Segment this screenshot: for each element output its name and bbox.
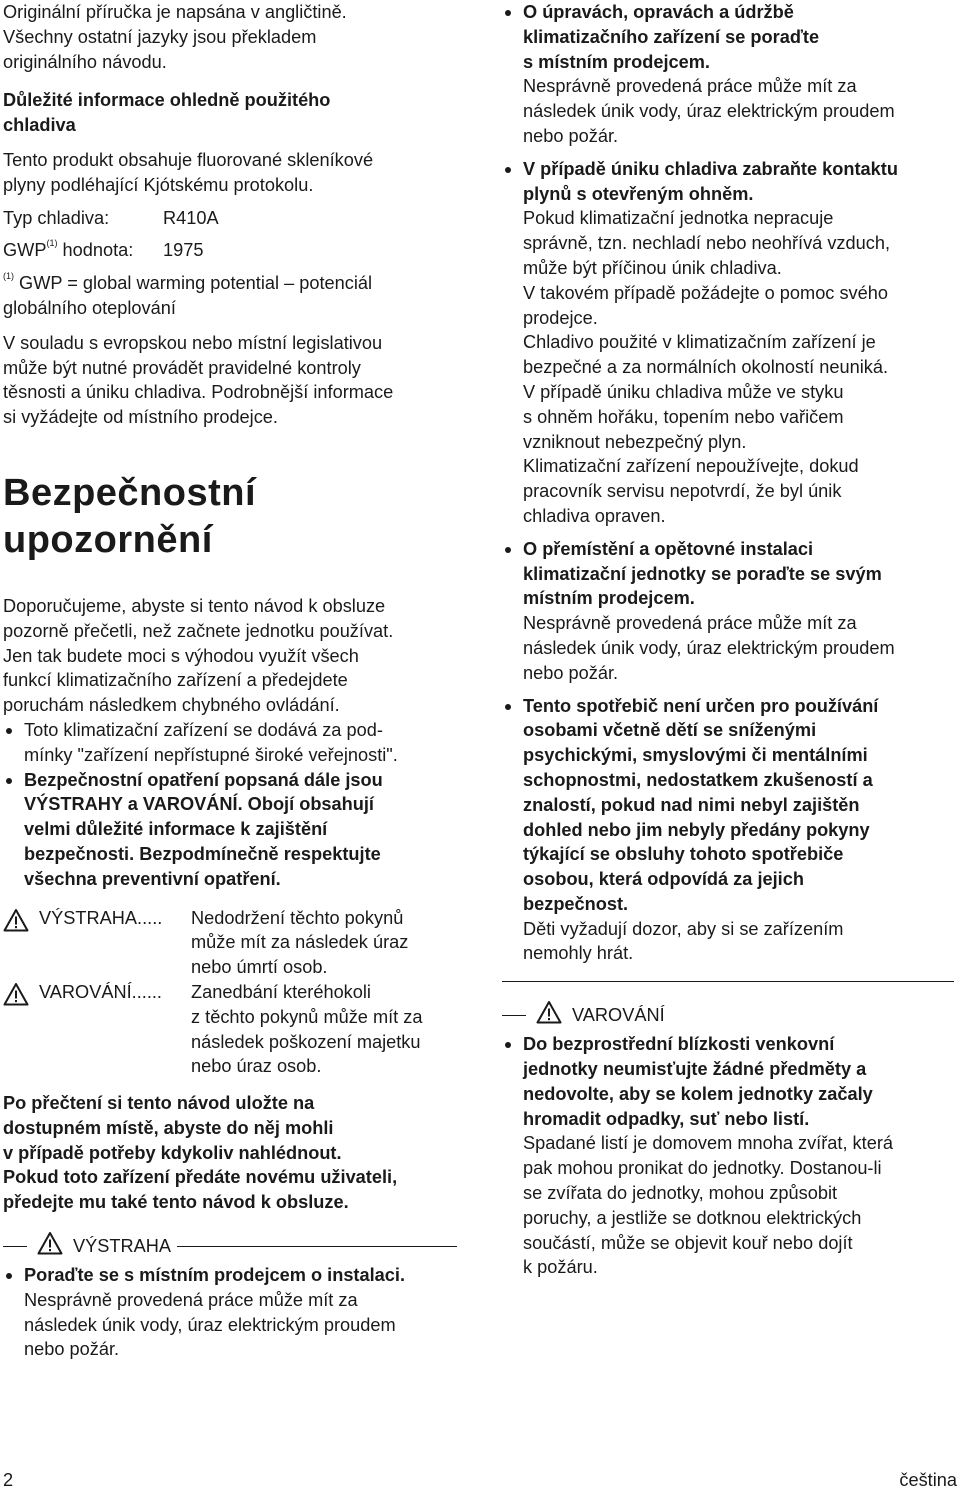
caution-header-triangle-icon <box>536 1000 562 1031</box>
text-line: funkcí klimatizačního zařízení a předejdete <box>3 670 348 691</box>
footnote-text <box>3 273 372 318</box>
text-line: Chladivo použité v klimatizačním zařízení je <box>523 332 876 353</box>
bullet-item <box>502 157 957 529</box>
text-line: Doporučujeme, abyste si tento návod k obsluze <box>3 595 386 616</box>
text-line: bezpečné a za normálních okolností neuniká. <box>523 357 888 378</box>
text-line: poruchám následkem chybného ovládání. <box>3 695 340 716</box>
fluorinated-gas-text <box>3 148 465 198</box>
warning-label <box>3 906 191 980</box>
text-line: poruchy, a jestliže se dotknou elektrických <box>523 1207 862 1228</box>
section-divider <box>502 981 954 982</box>
text-line: osobami včetně dětí se sníženými <box>523 720 817 741</box>
text-line: velmi důležité informace k zajištění <box>24 819 328 840</box>
bullet-body-text <box>523 1131 957 1280</box>
caution-triangle-icon <box>3 982 29 1013</box>
warning-label-dots: ..... <box>137 907 163 928</box>
text-line: Nesprávně provedená práce může mít za <box>523 76 857 97</box>
text-line: chladiva opraven. <box>523 505 666 526</box>
header-rule-left <box>3 1246 27 1247</box>
text-line: se zvířata do jednotky, mohou způsobit <box>523 1183 838 1204</box>
text-line: vzniknout nebezpečný plyn. <box>523 431 747 452</box>
text-line: O úpravách, opravách a údržbě <box>523 2 794 22</box>
text-line: hromadit odpadky, suť nebo listí. <box>523 1108 810 1129</box>
text-line: s ohněm hořáku, topením nebo vařičem <box>523 406 844 427</box>
text-line: z těchto pokynů může mít za <box>191 1006 423 1027</box>
text-line: Důležité informace ohledně použitého <box>3 90 331 111</box>
warning-definition <box>3 906 465 980</box>
text-line: psychickými, smyslovými či mentálními <box>523 745 868 766</box>
bullet-bold-text <box>523 1032 957 1131</box>
text-line: předejte mu také tento návod k obsluze. <box>3 1192 349 1213</box>
text-line: si vyžádejte od místního prodejce. <box>3 407 278 428</box>
warning-section-header <box>3 1233 465 1259</box>
warning-bullets-right <box>502 0 957 966</box>
page-number: 2 <box>3 1470 14 1490</box>
bullet-bold-text <box>523 157 957 207</box>
text-line: nebo úmrtí osob. <box>191 957 328 978</box>
text-line: V případě úniku chladiva zabraňte kontaktu <box>523 158 898 179</box>
caution-definition <box>3 980 465 1079</box>
warning-header-triangle-icon <box>37 1231 63 1262</box>
bullet-body-text <box>523 206 957 528</box>
text-line: mínky "zařízení nepřístupné široké veřejnosti". <box>24 744 398 765</box>
text-line: Bezpečnostní opatření popsaná dále jsou <box>24 769 383 790</box>
bullet-bold-text <box>523 537 957 611</box>
warning-triangle-icon <box>3 908 29 939</box>
text-line: Děti vyžadují dozor, aby si se zařízením <box>523 918 844 939</box>
text-line: těsnosti a úniku chladiva. Podrobnější informace <box>3 382 394 403</box>
caution-label-dots: ...... <box>131 981 162 1002</box>
text-line: následek poškození majetku <box>191 1031 421 1052</box>
text-line: Jen tak budete moci s výhodou využít všech <box>3 645 359 666</box>
text-line: GWP = global warming potential – potenciál <box>14 273 373 294</box>
caution-rule-left <box>502 1015 526 1016</box>
legislation-text <box>3 331 465 430</box>
text-line: může být nutné provádět pravidelné kontroly <box>3 357 361 378</box>
intro-text <box>3 0 465 74</box>
bullet-bold-text <box>523 0 957 74</box>
text-line: správně, tzn. nechladí nebo neohřívá vzduch, <box>523 233 891 254</box>
text-line: V takovém případě požádejte o pomoc svého <box>523 282 888 303</box>
text-line: v případě potřeby kdykoliv nahlédnout. <box>3 1142 342 1163</box>
safety-title <box>3 470 465 564</box>
text-line: Klimatizační zařízení nepoužívejte, dokud <box>523 456 859 477</box>
text-line: znalostí, pokud nad nimi nebyl zajištěn <box>523 794 860 815</box>
bullet-item <box>502 537 957 686</box>
text-line: Zanedbání kteréhokoli <box>191 981 371 1002</box>
bullet-item <box>3 1263 465 1362</box>
bullet-body-text <box>523 917 957 967</box>
refrigerant-type-label: Typ chladiva: <box>3 207 110 228</box>
text-line: následek únik vody, úraz elektrickým proudem <box>24 1314 396 1335</box>
gwp-value: 1975 <box>163 240 204 261</box>
gwp-label <box>3 238 163 263</box>
footnote-marker: (1) <box>3 271 14 282</box>
text-line: Všechny ostatní jazyky jsou překladem <box>3 26 317 47</box>
bullet-bold-text <box>24 1263 465 1288</box>
text-line: schopnostmi, nedostatkem zkušeností a <box>523 769 873 790</box>
text-line: prodejce. <box>523 307 598 328</box>
warning-header-text: VÝSTRAHA <box>73 1235 172 1256</box>
bullet-bold-text <box>523 694 957 917</box>
text-line: Originální příručka je napsána v angličtině. <box>3 2 347 22</box>
text-line: bezpečnost. <box>523 893 629 914</box>
warning-definition-text <box>191 906 465 980</box>
refrigerant-type-value: R410A <box>163 207 219 228</box>
text-line: následek únik vody, úraz elektrickým proudem <box>523 637 895 658</box>
gwp-footnote <box>3 271 465 321</box>
text-line: Nesprávně provedená práce může mít za <box>24 1289 358 1310</box>
gwp-footnote-ref: (1) <box>46 238 58 249</box>
text-line: k požáru. <box>523 1257 598 1278</box>
text-line: Nesprávně provedená práce může mít za <box>523 613 857 634</box>
bullet-item <box>502 1032 957 1280</box>
text-line: originálního návodu. <box>3 51 167 72</box>
caution-label-text: VAROVÁNÍ <box>39 981 132 1002</box>
text-line: pozorně přečetli, než začnete jednotku používat. <box>3 620 394 641</box>
right-column <box>502 0 957 1280</box>
bullet-item <box>502 694 957 967</box>
left-column <box>3 0 465 1362</box>
gwp-label-text: GWP <box>3 240 47 261</box>
text-line: bezpečnosti. Bezpodmínečně respektujte <box>24 843 381 864</box>
header-rule-right <box>177 1246 457 1247</box>
text-line: Po přečtení si tento návod uložte na <box>3 1093 315 1114</box>
bullet-item <box>502 0 957 149</box>
text-line: všechna preventivní opatření. <box>24 868 281 889</box>
text-line: plyny podléhající Kjótskému protokolu. <box>3 174 314 195</box>
text-line: součástí, může se objevit kouř nebo dojít <box>523 1232 853 1253</box>
text-line: může být příčinou únik chladiva. <box>523 257 782 278</box>
warning-label-text: VÝSTRAHA <box>39 907 138 928</box>
text-line: dohled nebo jim nebyly předány pokyny <box>523 819 870 840</box>
text-line: nedovolte, aby se kolem jednotky začaly <box>523 1083 873 1104</box>
text-line: místním prodejcem. <box>523 588 695 609</box>
text-line: Toto klimatizační zařízení se dodává za pod- <box>24 719 383 740</box>
caution-header-text: VAROVÁNÍ <box>572 1004 665 1025</box>
text-line: chladiva <box>3 115 76 136</box>
gwp-label-suffix: hodnota: <box>57 240 134 261</box>
text-line: Nedodržení těchto pokynů <box>191 907 404 928</box>
text-line: klimatizačního zařízení se poraďte <box>523 26 820 47</box>
text-line: pracovník servisu nepotvrdí, že byl únik <box>523 481 842 502</box>
text-line: Spadané listí je domovem mnoha zvířat, která <box>523 1133 893 1154</box>
text-line: V případě úniku chladiva může ve styku <box>523 381 844 402</box>
keep-manual-text <box>3 1091 465 1215</box>
text-line: s místním prodejcem. <box>523 51 710 72</box>
bullet-body-text <box>523 74 957 148</box>
text-line: Poraďte se s místním prodejcem o instalaci. <box>24 1265 405 1286</box>
text-line: jednotky neumisťujte žádné předměty a <box>523 1059 867 1080</box>
text-line: klimatizační jednotky se poraďte se svým <box>523 563 882 584</box>
caution-definition-text <box>191 980 465 1079</box>
text-line: Pokud toto zařízení předáte novému uživateli, <box>3 1167 398 1188</box>
warning-bullets-left <box>3 1263 465 1362</box>
text-line: V souladu s evropskou nebo místní legislativou <box>3 332 383 353</box>
text-line: nebo požár. <box>523 662 619 683</box>
text-line: upozornění <box>3 518 213 561</box>
bullet-body-text <box>523 611 957 685</box>
text-line: VÝSTRAHY a VAROVÁNÍ. Obojí obsahují <box>24 794 374 815</box>
text-line: pak mohou pronikat do jednotky. Dostanou-li <box>523 1158 882 1179</box>
text-line: Tento spotřebič není určen pro používání <box>523 695 879 716</box>
text-line: může mít za následek úraz <box>191 932 409 953</box>
text-line: Tento produkt obsahuje fluorované skleníkové <box>3 149 374 170</box>
text-line: nemohly hrát. <box>523 943 634 964</box>
text-line: O přemístění a opětovné instalaci <box>523 538 814 559</box>
text-line: Do bezprostřední blízkosti venkovní <box>523 1034 835 1055</box>
bullet-item <box>3 768 465 892</box>
text-line: globálního oteplování <box>3 297 176 318</box>
refrigerant-heading <box>3 88 465 138</box>
text-line: dostupném místě, abyste do něj mohli <box>3 1117 334 1138</box>
text-line: Bezpečnostní <box>3 471 257 514</box>
text-line: nebo požár. <box>24 1339 120 1360</box>
text-line: plynů s otevřeným ohněm. <box>523 183 754 204</box>
bullet-item <box>3 718 465 768</box>
text-line: nebo úraz osob. <box>191 1056 322 1077</box>
bullet-body-text <box>24 1288 465 1362</box>
text-line: nebo požár. <box>523 125 619 146</box>
caution-label <box>3 980 191 1079</box>
caution-bullets <box>502 1032 957 1280</box>
recommendation-text <box>3 594 465 718</box>
text-line: osobou, která odpovídá za jejich <box>523 869 804 890</box>
caution-section-header <box>502 1002 957 1028</box>
safety-bullets <box>3 718 465 892</box>
warning-definitions <box>3 906 465 1080</box>
text-line: Pokud klimatizační jednotka nepracuje <box>523 208 834 229</box>
text-line: následek únik vody, úraz elektrickým proudem <box>523 101 895 122</box>
text-line: týkající se obsluhy tohoto spotřebiče <box>523 844 844 865</box>
refrigerant-type-row <box>3 206 465 231</box>
gwp-row <box>3 238 465 263</box>
language-label: čeština <box>899 1470 957 1490</box>
